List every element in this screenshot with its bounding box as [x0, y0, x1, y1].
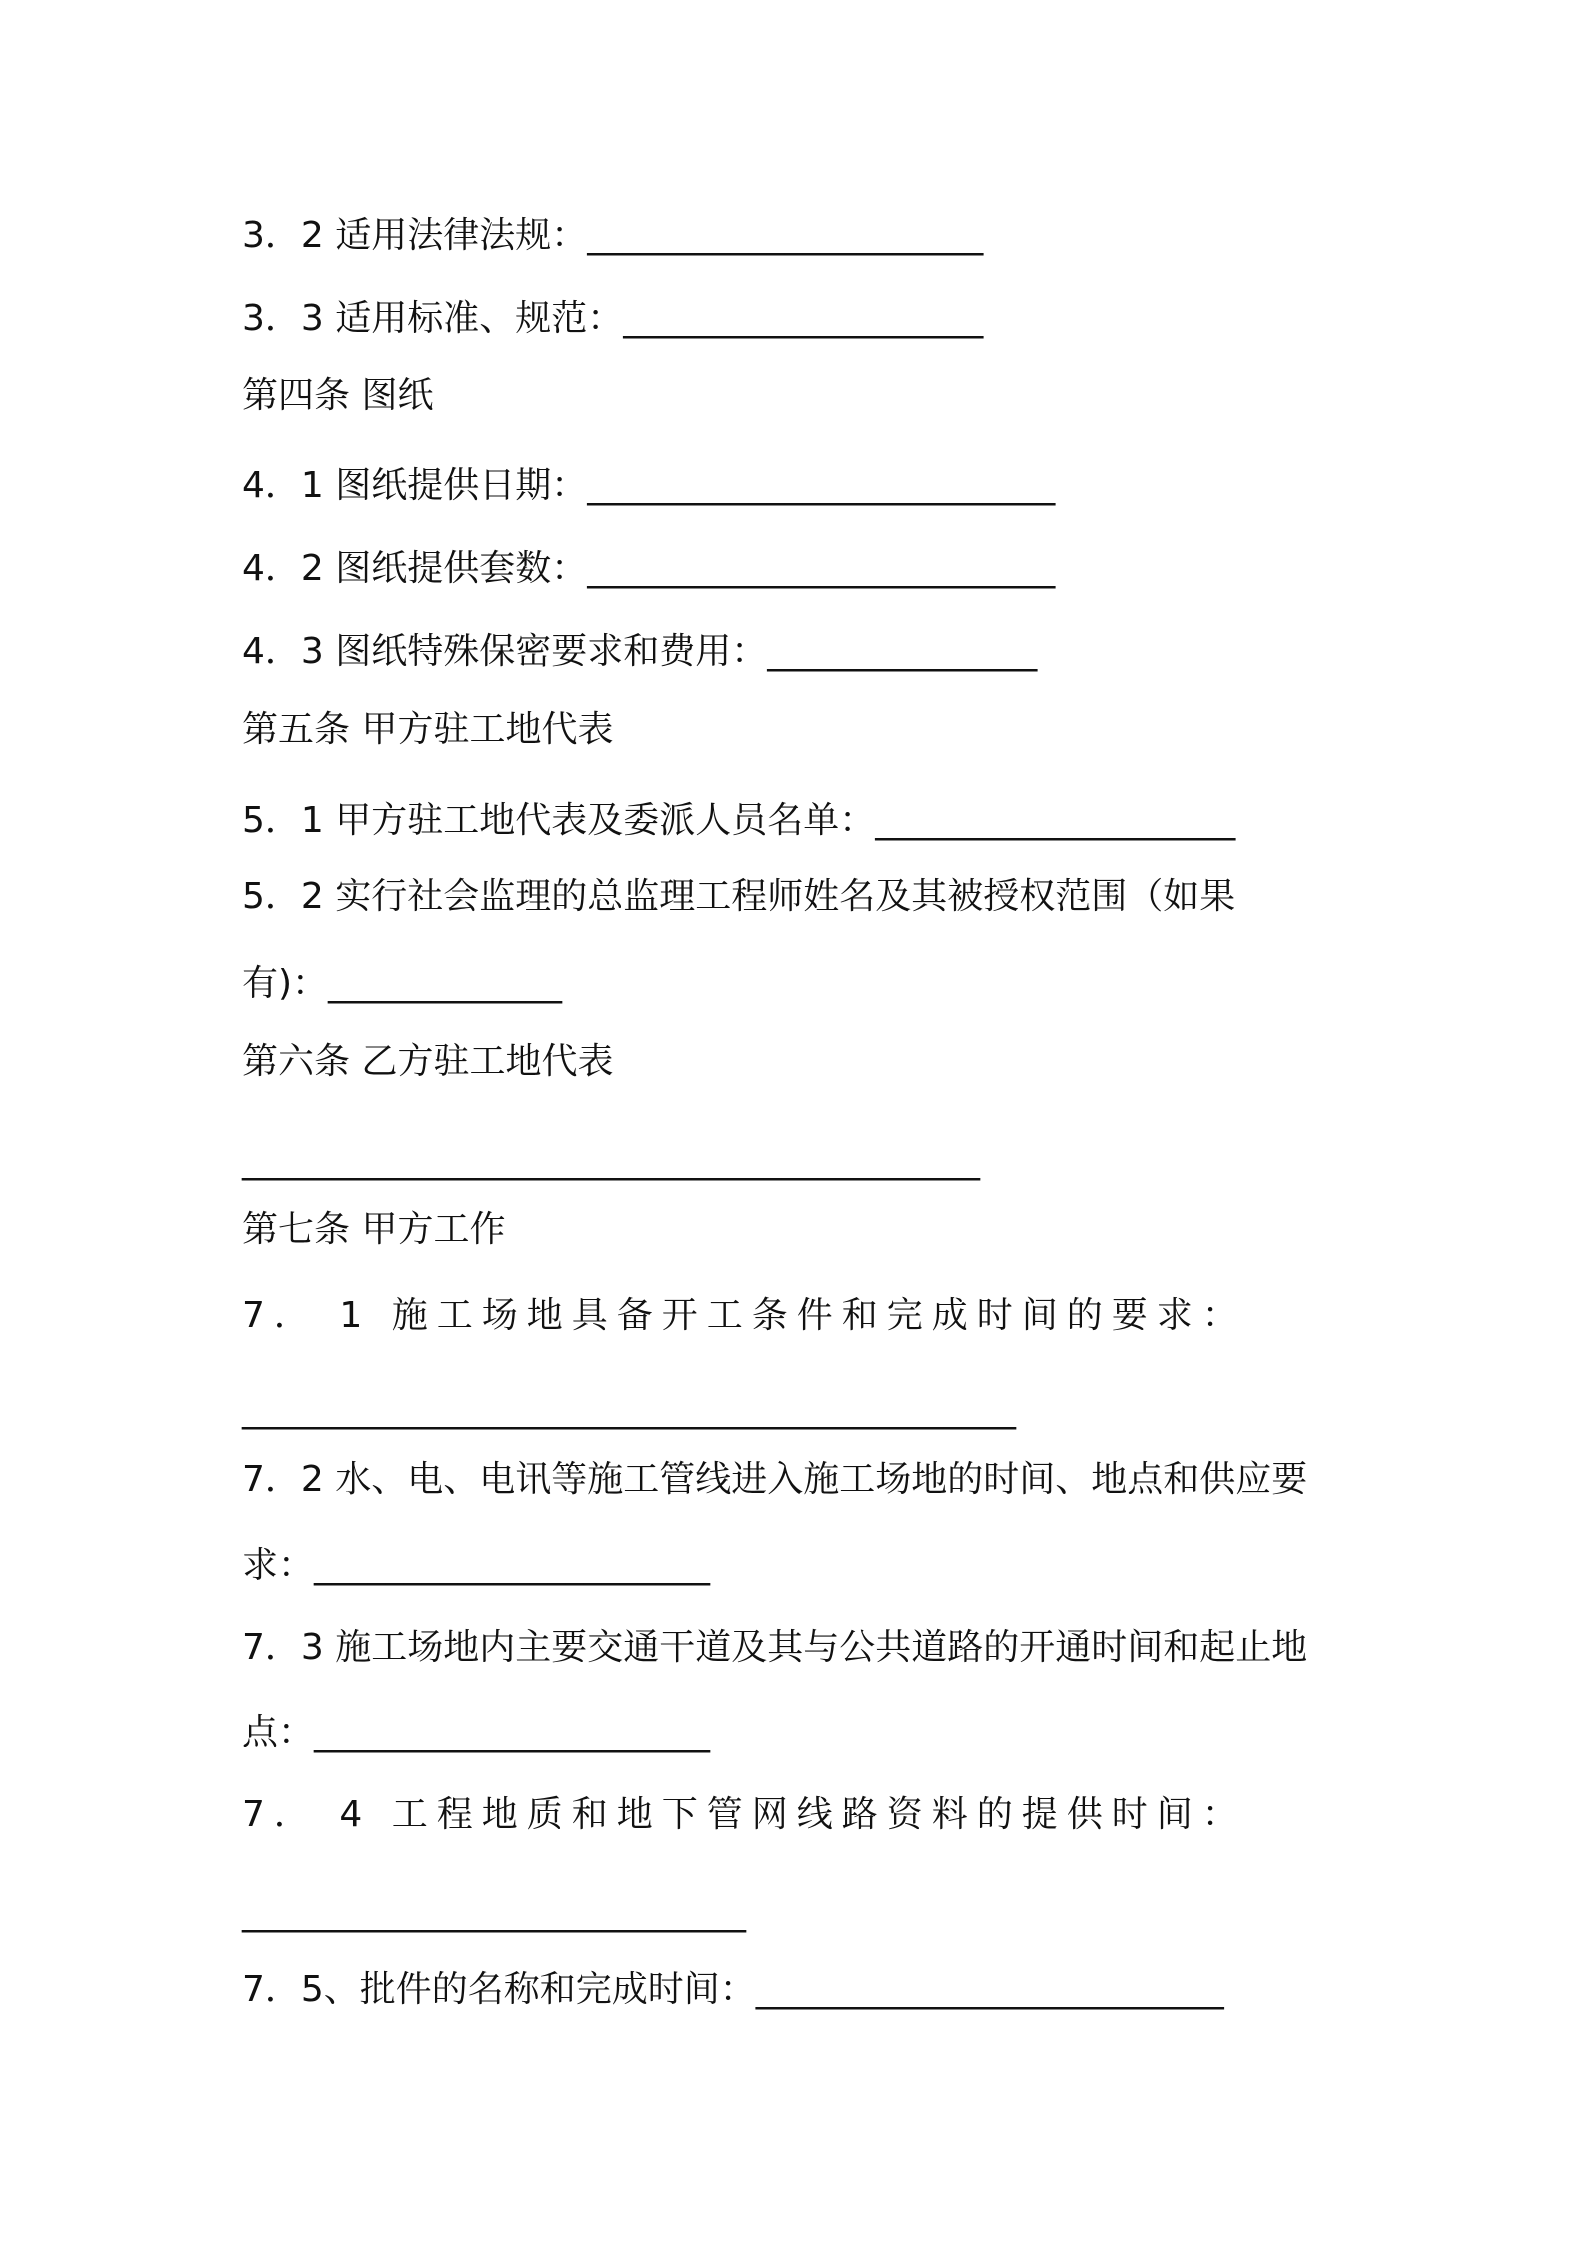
clause-5-2-continued: 有)：_____________	[242, 963, 563, 1004]
clause-3-2: 3．2 适用法律法规：______________________	[242, 215, 984, 256]
article-6-blank: _________________________________________	[242, 1140, 980, 1181]
clause-7-3-continued: 点：______________________	[242, 1712, 711, 1753]
clause-4-3: 4．3 图纸特殊保密要求和费用：_______________	[242, 631, 1038, 672]
clause-7-1: 7． 1 施工场地具备开工条件和完成时间的要求：	[242, 1295, 1247, 1336]
article-4-heading: 第四条 图纸	[242, 375, 434, 416]
article-6-heading: 第六条 乙方驻工地代表	[242, 1041, 614, 1082]
clause-7-5: 7．5、批件的名称和完成时间：__________________________	[242, 1969, 1224, 2010]
clause-4-1: 4．1 图纸提供日期：__________________________	[242, 465, 1056, 506]
clause-7-2: 7．2 水、电、电讯等施工管线进入施工场地的时间、地点和供应要	[242, 1459, 1308, 1500]
clause-7-1-blank: ___________________________________________	[242, 1389, 1016, 1430]
clause-7-4-blank: ____________________________	[242, 1892, 746, 1933]
clause-5-1: 5．1 甲方驻工地代表及委派人员名单：____________________	[242, 800, 1236, 841]
article-5-heading: 第五条 甲方驻工地代表	[242, 709, 614, 750]
clause-7-4: 7． 4 工程地质和地下管网线路资料的提供时间：	[242, 1794, 1247, 1835]
clause-7-3: 7．3 施工场地内主要交通干道及其与公共道路的开通时间和起止地	[242, 1627, 1308, 1668]
clause-4-2: 4．2 图纸提供套数：__________________________	[242, 548, 1056, 589]
clause-5-2: 5．2 实行社会监理的总监理工程师姓名及其被授权范围（如果	[242, 876, 1236, 917]
article-7-heading: 第七条 甲方工作	[242, 1209, 506, 1250]
clause-3-3: 3．3 适用标准、规范：____________________	[242, 298, 984, 339]
clause-7-2-continued: 求：______________________	[242, 1545, 711, 1586]
